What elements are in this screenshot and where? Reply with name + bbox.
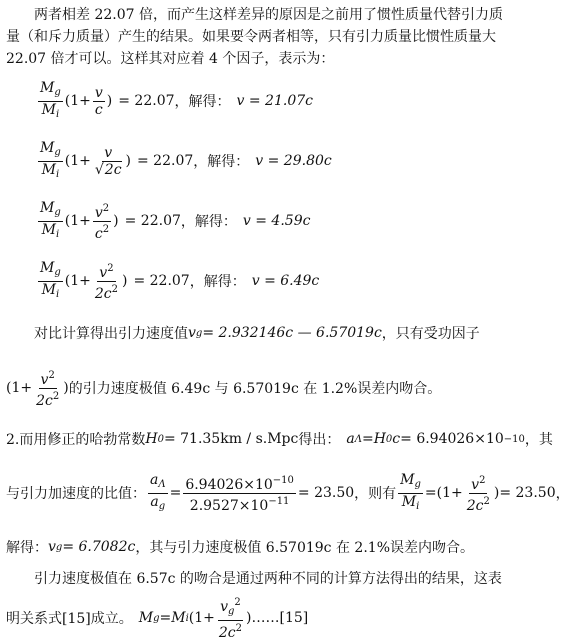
equation-3: $\frac{M_g}{M_i}$ (1+ $\frac{v^2}{c^2}$ ) = 22.07 ，解得： v = 4.59c — [40, 199, 311, 242]
conclusion-line2: 明关系式[15]成立。 M g = M i (1+ $\frac{v_g^2}{2c^2}$ ) ……[15] — [6, 597, 309, 641]
conclusion-line1: 引力速度极值在 6.57c 的吻合是通过两种不同的计算方法得出的结果，这表 — [34, 571, 502, 587]
para1-line3: 22.07 倍才可以。这样其对应着 4 个因子，表示为： — [6, 51, 335, 67]
equation-2: $\frac{M_g}{M_i}$ (1+ $\frac{v}{√2c}$ ) = 22.07 ，解得： v = 29.80c — [40, 139, 332, 180]
ratio-line: 与引力加速度的比值： $\frac{a_\Lambda}{a_g}$ = $\frac{6.94026\times 10^{-10}}{2.9527\times 10^{-11}}$ = 23.50 ，则有 $\frac{M_g}{M_i}$ = (1+ $\frac{v^2}{2c^2}$ ) = 23.50 ， — [6, 471, 570, 514]
solution-line: 解得： v g = 6.7082c ，其与引力速度极值 6.57019c 在 2.1%误差内吻合。 — [6, 539, 474, 556]
eq1-result: v = 21.07c — [236, 93, 313, 109]
eq2-result: v = 29.80c — [255, 153, 332, 169]
eq4-result: v = 6.49c — [251, 273, 320, 289]
eq3-result: v = 4.59c — [242, 213, 311, 229]
eq1-rhs: = 22.07 — [118, 93, 175, 109]
eq4-rhs: = 22.07 — [133, 273, 190, 289]
eq3-rhs: = 22.07 — [124, 213, 181, 229]
equation-4: $\frac{M_g}{M_i}$ (1+ $\frac{v^2}{2c^2}$ ) = 22.07 ，解得： v = 6.49c — [40, 259, 320, 302]
equation-1: $\frac{M_g}{M_i}$ (1+ $\frac{v}{c}$ ) = 22.07 ，解得： v = 21.07c — [36, 78, 313, 124]
compare-line-2: (1+ $\frac{v^2}{2c^2}$ ) 的引力速度极值 6.49c 与 6.57019c 在 1.2%误差内吻合。 — [6, 369, 442, 409]
compare-line: 对比计算得出引力速度值 v g = 2.932146c — 6.57019c ，只有受功因子 — [34, 325, 480, 342]
hubble-line: 2.而用修正的哈勃常数 H 0 = 71.35km / s.Mpc 得出： a Λ = H 0 c = 6.94026×10 −10 ，其 — [6, 431, 553, 448]
para1-line1: 两者相差 22.07 倍，而产生这样差异的原因是之前用了惯性质量代替引力质 — [34, 7, 503, 23]
eq2-rhs: = 22.07 — [137, 153, 194, 169]
para1-line2: 量（和斥力质量）产生的结果。如果要令两者相等，只有引力质量比惯性质量大 — [6, 29, 496, 45]
mass-ratio-fraction: $\frac{M_g}{M_i}$ — [40, 79, 61, 120]
